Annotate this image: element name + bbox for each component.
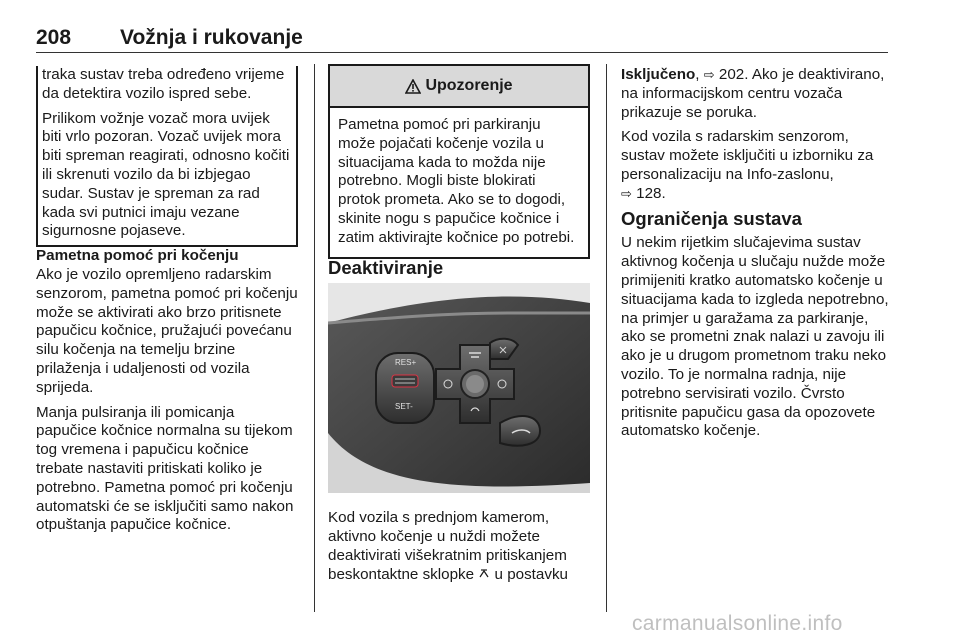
paragraph-off-setting: Isključeno, ⇨ 202. Ako je deaktivirano, na informacijskom centru vozača prikazuje se poruka. (621, 66, 885, 121)
heading-deactivation: Deaktiviranje (328, 256, 444, 278)
proximity-switch-icon (478, 567, 490, 579)
setting-off-label: Isključeno (621, 66, 696, 83)
continued-warning-box (36, 66, 298, 247)
header-divider (36, 52, 888, 53)
paragraph-radar-sensor: Kod vozila s radarskim senzorom, sustav možete isključiti u izborniku za personalizaciju na Info-zaslonu, ⇨ 128. (621, 128, 874, 202)
paragraph-smart-brake-2: Manja pulsiranja ili pomicanja papučice kočnice normalna su tijekom tog vremena i papučicu kočnice trebate nastaviti pritiskati koliko je potrebno. Pametna pomoć pri kočenju automatski će se isključiti samo nakon otpuštanja papučice kočnice. (36, 403, 294, 534)
steering-wheel-controls-photo (328, 283, 590, 493)
paragraph-system-limits: U nekim rijetkim slučajevima sustav aktivnog kočenja u slučaju nužde može primijeniti kratko automatsko kočenje u situacijama kada to izgleda nepotrebno, na primjer u garažama za parkiranje, ako se prometni znak nalazi u zavoju ili ako je u drugom prometnom traku neko vozilo. To je normalna radnja, nije potrebno servisirati vozilo. Čvrsto pritisnite papučicu gasa da opozovete automatsko kočenje. (621, 234, 889, 440)
paragraph-radar-text: Kod vozila s radarskim senzorom, sustav možete isključiti u izborniku za personalizaciju na Info-zaslonu, (621, 128, 874, 183)
warning-header (330, 66, 588, 108)
paragraph-smart-brake-1: Ako je vozilo opremljeno radarskim senzorom, pametna pomoć pri kočenju može se aktivirati ako brzo pritisnete papučicu kočnice, pružajući povećanu silu kočenja na temelju brzine prilaženja i udaljenosti od vozila sprijeda. (36, 265, 298, 396)
column-1 (36, 66, 298, 541)
paragraph-deactivation-end: u postavku (494, 565, 568, 583)
column-2 (328, 64, 590, 591)
box-paragraph-1: traka sustav treba određeno vrijeme da detektira vozilo ispred sebe. (42, 66, 285, 102)
warning-title: Upozorenje (425, 76, 513, 94)
paragraph-deactivation (328, 509, 590, 584)
page-header (36, 26, 888, 52)
heading-system-limits: Ograničenja sustava (621, 207, 802, 229)
column-3 (621, 66, 889, 447)
subheading-smart-brake: Pametna pomoć pri kočenju (36, 247, 239, 265)
warning-text: Pametna pomoć pri parkiranju može pojačati kočenje vozila u situacijama kada to možda nije potrebno. Mogli biste blokirati protok prometa. Ako se to dogodi, skinite nogu s papučice kočnice i zatim aktivirajte kočnice po potrebi. (338, 116, 575, 246)
page-ref-128: 128 (636, 184, 662, 202)
chapter-title: Vožnja i rukovanje (120, 26, 303, 49)
page-number: 208 (36, 26, 72, 49)
res-plus-label: RES+ (395, 358, 417, 368)
warning-box (328, 64, 590, 259)
page-ref-arrow-icon: ⇨ (703, 67, 715, 82)
column-divider-2 (606, 64, 607, 612)
paragraph-off-rest: . Ako je deaktivirano, na informacijskom centru vozača prikazuje se poruka. (621, 66, 885, 121)
watermark: carmanualsonline.info (632, 612, 843, 635)
page-ref-arrow-icon: ⇨ (621, 185, 632, 201)
page-ref-202: 202 (718, 66, 745, 83)
column-divider-1 (314, 64, 315, 612)
set-minus-label: SET- (395, 402, 413, 412)
box-paragraph-2: Prilikom vožnje vozač mora uvijek biti vrlo pozoran. Vozač uvijek mora biti spreman reagirati, odnosno kočiti ili skrenuti vozilo da bi izbjegao sudar. Sustav je spreman za rad kada svi putnici imaju vezane sigurnosne pojaseve. (42, 109, 290, 240)
warning-triangle-icon (405, 79, 421, 94)
paragraph-deactivation-start: Kod vozila s prednjom kamerom, aktivno kočenje u nuždi možete deaktivirati višekratnim pritiskanjem beskontaktne sklopke (328, 509, 567, 583)
